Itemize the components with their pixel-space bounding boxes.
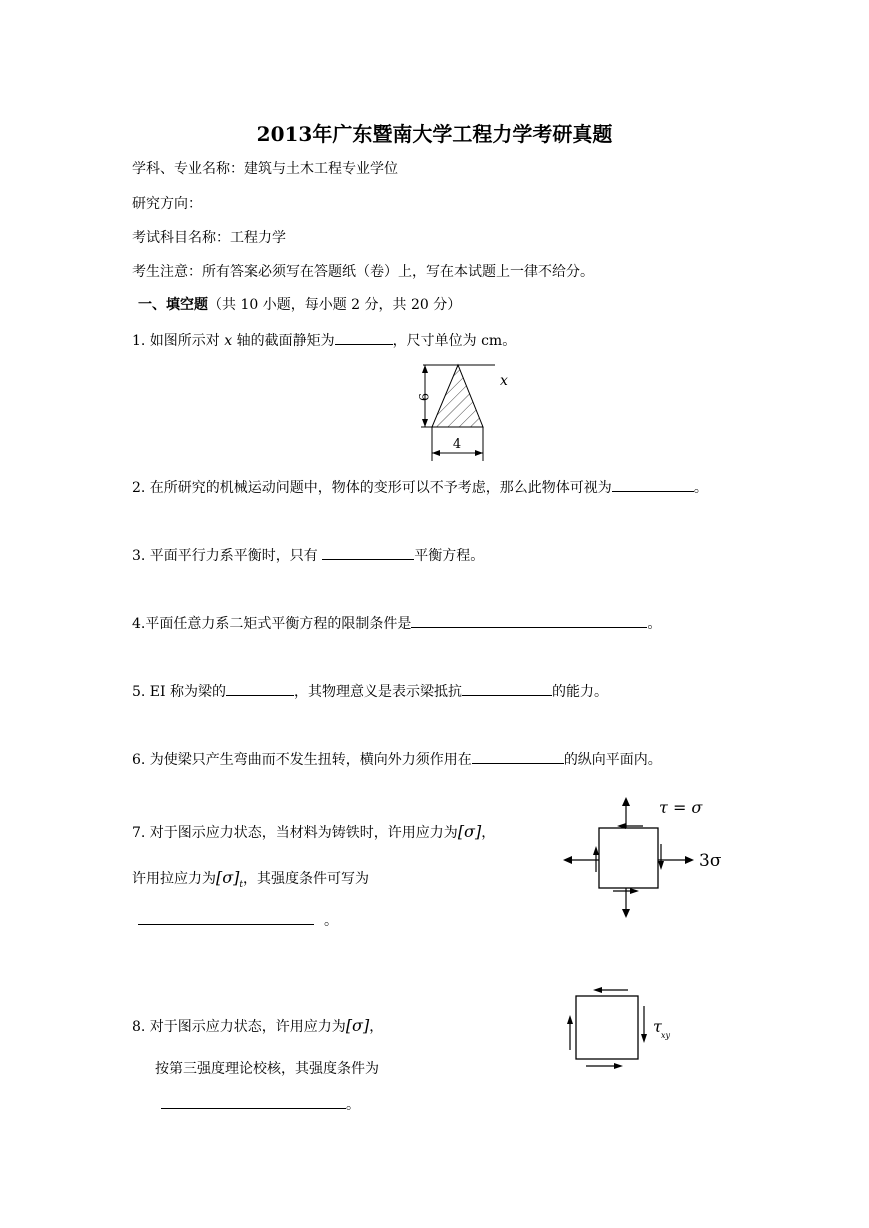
question-7-line-2 [132, 868, 369, 890]
q8-answer-blank[interactable] [161, 1094, 346, 1109]
q3-text-pre: 3. 平面平行力系平衡时，只有 [132, 548, 323, 564]
section-note: （共 10 小题，每小题 2 分，共 20 分） [208, 297, 462, 313]
subject-line: 考试科目名称：工程力学 [132, 230, 286, 246]
major-line: 学科、专业名称：建筑与土木工程专业学位 [132, 161, 398, 177]
q7-line3-post: 。 [324, 913, 338, 929]
right-shear-arrow [658, 861, 664, 870]
triangle-section [432, 365, 483, 427]
q3-text-post: 平衡方程。 [414, 548, 485, 564]
q5-text-post: 的能力。 [552, 684, 609, 700]
tau-label: τ = σ [659, 798, 703, 817]
height-label: 9 [415, 392, 430, 402]
tau-label: τ [653, 1017, 662, 1036]
right-shear-arrow [641, 1034, 647, 1043]
q5-text-pre: 5. EI 称为梁的 [132, 684, 227, 700]
base-label: 4 [452, 437, 462, 452]
height-arrow-bottom [422, 419, 428, 427]
question-8-line-2: 按第三强度理论校核，其强度条件为 [155, 1061, 379, 1077]
q5-answer-blank-2[interactable] [462, 681, 552, 696]
q6-answer-blank[interactable] [472, 749, 564, 764]
q1-answer-blank[interactable] [335, 330, 393, 345]
q7-line2-post: ，其强度条件可写为 [243, 871, 370, 887]
q6-text-post: 的纵向平面内。 [563, 752, 662, 768]
question-8-line-3 [161, 1094, 360, 1114]
left-shear-arrow [567, 1015, 573, 1024]
notice-line: 考生注意：所有答案必须写在答题纸（卷）上，写在本试题上一律不给分。 [132, 264, 594, 280]
bottom-shear-arrow [630, 888, 639, 894]
section-heading [138, 294, 461, 314]
q5-text-mid: ，其物理意义是表示梁抵抗 [294, 684, 463, 700]
q8-allowable-stress: [σ] [345, 1016, 370, 1035]
base-arrow-left [432, 450, 440, 456]
q1-text-pre: 1. 如图所示对 [132, 333, 225, 349]
q7-text-pre: 7. 对于图示应力状态，当材料为铸铁时，许用应力为 [132, 825, 458, 841]
question-5 [132, 681, 608, 701]
question-7-line-3 [138, 910, 338, 930]
q8-text-post: ， [369, 1019, 384, 1035]
q7-line2-pre: 许用拉应力为 [132, 871, 216, 887]
q7-allowable-stress: [σ] [457, 822, 482, 841]
bottom-shear-arrow [614, 1063, 623, 1069]
shear-element-square [576, 996, 638, 1059]
question-2 [132, 477, 708, 497]
question-1 [132, 330, 516, 350]
stress-element-square [599, 828, 658, 888]
q1-axis-var: x [224, 333, 233, 349]
q2-text-post: 。 [693, 480, 708, 496]
q3-answer-blank[interactable] [322, 545, 414, 560]
question-6 [132, 749, 662, 769]
x-axis-label: x [500, 373, 508, 389]
top-normal-arrow [622, 797, 630, 806]
base-arrow-right [475, 450, 483, 456]
section-title: 一、填空题 [138, 297, 208, 313]
q4-text-pre: 4.平面任意力系二矩式平衡方程的限制条件是 [132, 616, 412, 632]
height-arrow-top [422, 365, 428, 373]
q7-tensile-stress: [σ] [216, 868, 240, 887]
question-8-line-1 [132, 1016, 383, 1036]
q5-answer-blank-1[interactable] [226, 681, 294, 696]
q6-text-pre: 6. 为使梁只产生弯曲而不发生扭转，横向外力须作用在 [132, 752, 472, 768]
q4-answer-blank[interactable] [411, 613, 647, 628]
sigma-label: 3σ [699, 851, 722, 871]
q7-tensile-subscript: t [239, 879, 244, 890]
q8-line3-post: 。 [346, 1097, 360, 1113]
direction-line: 研究方向： [132, 196, 202, 212]
q2-answer-blank[interactable] [612, 477, 694, 492]
right-normal-arrow [685, 856, 694, 864]
question-4 [132, 613, 661, 633]
q7-text-post: ， [481, 825, 496, 841]
question-3 [132, 545, 484, 565]
q1-text-mid: 轴的截面静矩为 [232, 333, 335, 349]
page-title: 2013年广东暨南大学工程力学考研真题 [256, 122, 613, 146]
q7-answer-blank[interactable] [138, 910, 314, 925]
q8-text-pre: 8. 对于图示应力状态，许用应力为 [132, 1019, 346, 1035]
question-7-line-1 [132, 822, 495, 842]
q7-stress-element-figure [555, 792, 735, 924]
q1-text-post: ，尺寸单位为 cm。 [392, 333, 517, 349]
top-shear-arrow [593, 987, 602, 993]
q1-triangle-figure [395, 355, 525, 465]
q2-text-pre: 2. 在所研究的机械运动问题中，物体的变形可以不予考虑，那么此物体可视为 [132, 480, 612, 496]
bottom-normal-arrow [622, 909, 630, 918]
left-normal-arrow [563, 856, 572, 864]
left-shear-arrow [593, 846, 599, 855]
q8-shear-element-figure [560, 980, 690, 1080]
tau-subscript: xy [661, 1031, 671, 1040]
q4-text-post: 。 [647, 616, 662, 632]
